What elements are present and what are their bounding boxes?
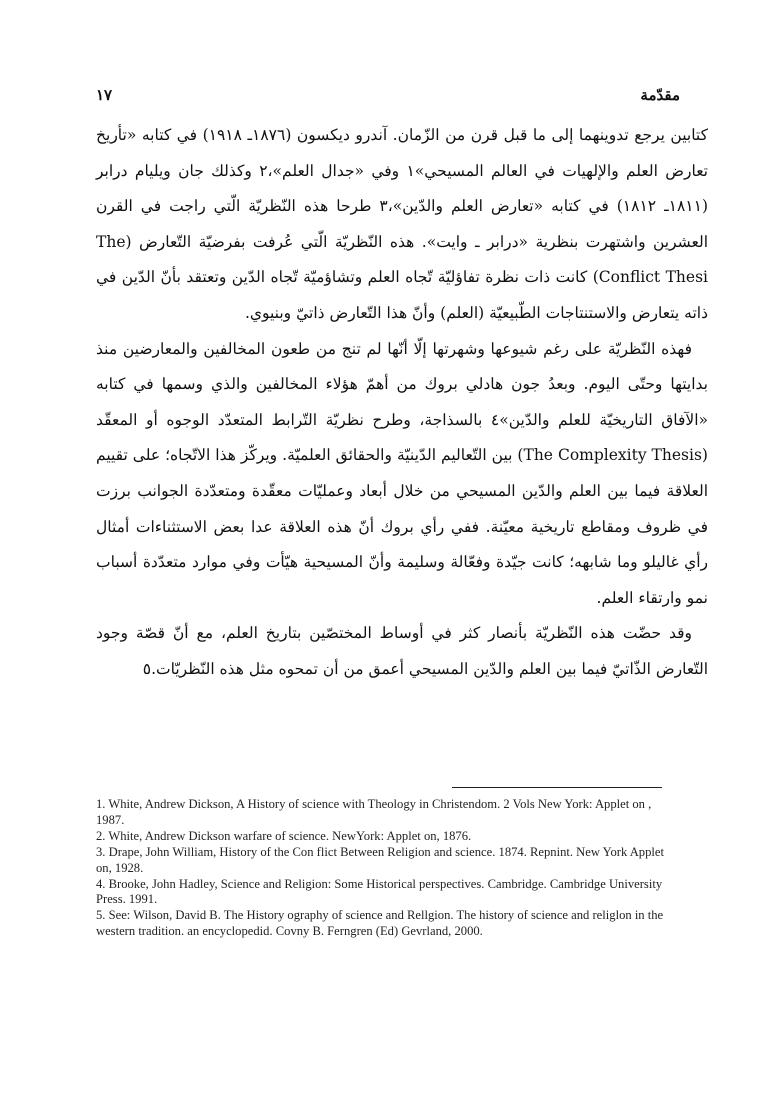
footnote-1: 1. White, Andrew Dickson, A History of science with Theology in Christendom. 2 Vols New York: Applet on , 1987. <box>96 797 652 827</box>
footnote-5: 5. See: Wilson, David B. The History ography of science and Rellgion. The history of science and religlon in the western tradition. an encyclopedid. Covny B. Ferngren (Ed) Gevrland, 2000. <box>96 908 664 939</box>
paragraph-3: وقد حضّت هذه النّظريّة بأنصار كثر في أوساط المختصّين بتاريخ العلم، مع أنّ قصّة وجود التّعارض الذّاتيّ فيما بين العلم والدّين المسيحي أعمق من أن تمحوه مثل هذه النّظريّات.٥ <box>96 624 708 678</box>
page-header <box>96 86 680 110</box>
body-text <box>96 118 708 688</box>
footnote-2: 2. White, Andrew Dickson warfare of science. NewYork: Applet on, 1876. <box>96 828 472 843</box>
footnotes <box>96 797 680 940</box>
running-title: مقدّمة <box>640 86 680 104</box>
footnote-3: 3. Drape, John William, History of the Con flict Between Religion and science. 1874. Repnint. New York Applet on, 1928. <box>96 844 664 875</box>
footnote-4: 4. Brooke, John Hadley, Science and Religion: Some Historical perspectives. Cambridge. Cambridge University Press. 1991. <box>96 876 663 907</box>
paragraph-2: فهذه النّظريّة على رغم شيوعها وشهرتها إلّا أنّها لم تنج من طعون المخالفين والمعارضين منذ بدايتها وحتّى اليوم. وبعدُ جون هادلي بروك من أهمّ هؤلاء المخالفين والذي وسمها في كتابه «الآفاق التاريخيّة للعلم والدّين»٤ بالسذاجة، وطرح نظريّة التّرابط المتعدّد الوجوه أو المعقّد (The Complexity Thesis) بين التّعاليم الدّينيّة والحقائق العلميّة. ويركّز هذا الاتّجاه؛ على تقييم العلاقة فيما بين العلم والدّين المسيحي من خلال أبعاد وعمليّات معقّدة ومتعدّدة الجوانب برزت في ظروف ومقاطع تاريخية معيّنة. ففي رأي بروك أنّ هذه العلاقة عدا بعض الاستثناءات أمثال رأي غاليلو وما شابهه؛ كانت جيّدة وفعّالة وسليمة وأنّ المسيحية هيّأت وفي موارد متعدّدة أسباب نمو وارتقاء العلم. <box>96 339 708 607</box>
footnote-separator <box>452 787 662 788</box>
page-number: ١٧ <box>96 86 113 104</box>
paragraph-1: كتابين يرجع تدوينهما إلى ما قبل قرن من الزّمان. آندرو ديكسون (١٨٧٦ـ ١٩١٨) في كتابه «تأريخ تعارض العلم والإلهيات في العالم المسيحي»١ وفي «جدال العلم»،٢ وكذلك جان ويليام درابر (١٨١١ـ ١٨١٢) في كتابه «تعارض العلم والدّين»،٣ طرحا هذه النّظريّة الّتي راجت في القرن العشرين واشتهرت بنظرية «درابر ـ وايت». هذه النّظريّة الّتي عُرفت بفرضيّة التّعارض (The Conflict Thesi) كانت ذات نظرة تفاؤليّة تّجاه العلم وتشاؤميّة تّجاه الدّين وتعتقد بأنّ الدّين في ذاته يتعارض والاستنتاجات الطّبيعيّة (العلم) وأنّ هذا التّعارض ذاتيّ وبنيوي. <box>96 126 709 322</box>
